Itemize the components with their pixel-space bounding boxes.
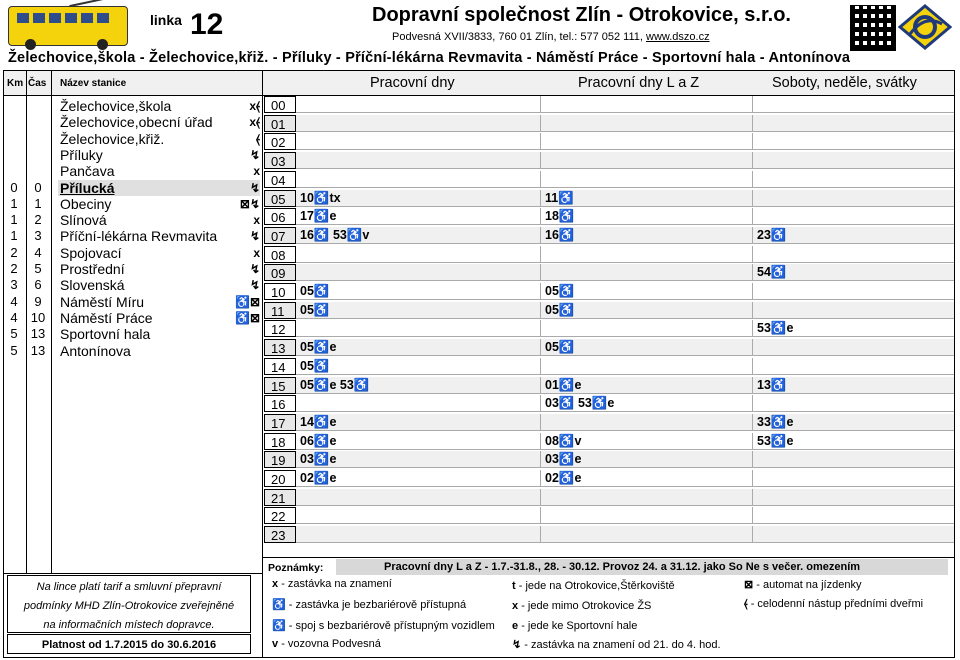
departures-workdays: 05♿ [300, 358, 330, 373]
station-time: 3 [34, 228, 42, 244]
station-symbols: ♿⊠ [235, 310, 260, 325]
station-symbols: x [253, 213, 260, 228]
departures-weekend [752, 451, 954, 468]
hour-cell: 18 [264, 433, 296, 450]
address-text: Podvesná XVII/3833, 760 01 Zlín, tel.: 577 052 111, [392, 31, 643, 43]
station-time: 1 [34, 195, 42, 211]
legend-text: - zastávka na znamení od 21. do 4. hod. [524, 639, 721, 651]
legend-text: - vozovna Podvesná [281, 638, 381, 650]
station-km: 4 [10, 293, 18, 309]
departures-workdays [296, 115, 540, 132]
hour-cell: 08 [264, 246, 296, 263]
station-symbols: ↯ [249, 262, 260, 276]
legend-item [744, 598, 923, 611]
company-logo-icon [898, 4, 952, 50]
departures-workdays: 05♿e [300, 340, 337, 355]
hour-cell: 12 [264, 320, 296, 337]
station-name: Spojovací [60, 244, 122, 261]
legend-item [744, 578, 861, 591]
departures-workdays [296, 320, 540, 337]
tariff-note [7, 575, 251, 633]
hour-cell: 19 [264, 451, 296, 468]
departures-weekend [752, 507, 954, 524]
departure-row [296, 190, 954, 207]
station-name: Želechovice,křiž. [60, 130, 165, 147]
hour-cell: 03 [264, 152, 296, 169]
station-name: Příluky [60, 146, 103, 163]
legend-symbol: ♿ [272, 620, 286, 632]
departures-weekend [752, 302, 954, 319]
departures-workdays: 17♿e [300, 209, 337, 224]
departures-workdays [296, 395, 540, 412]
station-symbols: x⦑ [249, 115, 260, 130]
departures-workdays [296, 96, 540, 113]
hour-cell: 05 [264, 190, 296, 207]
tariff-line: na informačních místech dopravce. [43, 619, 215, 631]
hour-cell: 20 [264, 470, 296, 487]
legend-text: - jede ke Sportovní hale [521, 620, 638, 632]
station-km: 1 [10, 212, 18, 228]
legend-item [272, 619, 495, 632]
departures-workdays-lz [540, 358, 752, 375]
departures-workdays-lz: 08♿v [540, 433, 752, 450]
col-station-header: Název stanice [60, 78, 127, 89]
station-symbols: ♿⊠ [235, 294, 260, 309]
departures-workdays-lz: 03♿ 53♿e [540, 395, 752, 412]
legend-text: - zastávka na znamení [281, 578, 392, 590]
departures-workdays: 05♿ [300, 284, 330, 298]
departures-workdays [296, 133, 540, 150]
departures-workdays-lz [540, 96, 752, 113]
hour-cell: 13 [264, 339, 296, 356]
legend-item [272, 638, 381, 650]
station-time: 13 [30, 342, 46, 358]
trolleybus-icon [8, 6, 128, 46]
hour-cell: 23 [264, 526, 296, 543]
departures-weekend [752, 96, 954, 113]
station-time: 6 [34, 277, 42, 293]
legend-symbol: e [512, 620, 519, 632]
legend-item [512, 600, 651, 612]
departures-weekend: 53♿e [752, 433, 954, 450]
departures-workdays-lz [540, 171, 752, 188]
col-workdays-lz-header: Pracovní dny L a Z [578, 75, 700, 91]
col-time-header: Čas [28, 78, 47, 89]
hour-cell: 16 [264, 395, 296, 412]
tariff-line: Na lince platí tarif a smluvní přepravní [36, 581, 222, 593]
station-km: 5 [10, 342, 18, 358]
station-time: 5 [34, 261, 42, 276]
validity-period: Platnost od 1.7.2015 do 30.6.2016 [7, 634, 251, 654]
legend-text: - celodenní nástup předními dveřmi [750, 598, 924, 610]
station-symbols: x⦑ [249, 99, 260, 113]
departure-row [296, 320, 954, 337]
departures-workdays [296, 507, 540, 524]
col-weekend-header: Soboty, neděle, svátky [772, 75, 917, 91]
departures-workdays-lz [540, 152, 752, 169]
station-symbols: ↯ [249, 180, 260, 195]
station-symbols: x [253, 245, 260, 260]
departures-weekend [752, 246, 954, 263]
station-name: Náměstí Míru [60, 293, 145, 310]
station-symbols: ⦑ [256, 131, 260, 146]
station-km: 5 [10, 326, 18, 342]
station-name: Antonínova [60, 342, 131, 359]
departures-weekend [752, 358, 954, 375]
departure-row [296, 433, 954, 450]
station-km: 2 [10, 261, 18, 276]
departures-workdays-lz: 01♿e [540, 377, 752, 394]
hour-cell: 06 [264, 208, 296, 225]
departure-row [296, 302, 954, 319]
departures-weekend: 54♿ [752, 264, 954, 281]
departures-workdays: 06♿e [300, 433, 337, 448]
departure-row [296, 489, 954, 506]
departure-row [296, 227, 954, 244]
station-time: 13 [30, 326, 46, 342]
departures-workdays: 16♿ 53♿v [300, 227, 370, 242]
departures-weekend [752, 133, 954, 150]
station-symbols: ↯ [249, 229, 260, 244]
notes-title: Poznámky: [268, 562, 324, 574]
departures-weekend [752, 339, 954, 356]
departure-row [296, 377, 954, 394]
departures-weekend: 13♿ [752, 377, 954, 394]
departure-row [296, 171, 954, 188]
website-link[interactable]: www.dszo.cz [646, 31, 710, 43]
route-description: Želechovice,škola - Želechovice,křiž. - Příluky - Příční-lékárna Revmavita - Náměstí Práce - Sportovní hala - Antonínova [8, 50, 851, 66]
hour-cell: 21 [264, 489, 296, 506]
departures-weekend [752, 283, 954, 300]
legend-symbol: x [272, 578, 279, 590]
station-name: Náměstí Práce [60, 309, 153, 326]
departures-weekend [752, 395, 954, 412]
station-symbols: ↯ [249, 147, 260, 162]
departure-row [296, 470, 954, 487]
divider [262, 557, 954, 558]
hour-cell: 14 [264, 358, 296, 375]
station-symbols: ↯ [249, 278, 260, 293]
departures-workdays: 14♿e [300, 414, 337, 429]
departures-workdays-lz [540, 115, 752, 132]
station-time: 0 [34, 179, 42, 195]
departure-row [296, 208, 954, 225]
divider [4, 573, 262, 574]
departure-row [296, 358, 954, 375]
col-km-header: Km [7, 78, 24, 89]
departures-weekend [752, 208, 954, 225]
departures-workdays-lz: 03♿e [540, 451, 752, 468]
operation-note: Pracovní dny L a Z - 1.7.-31.8., 28. - 30.12. Provoz 24. a 31.12. jako So Ne s večer. omezením [336, 559, 948, 575]
departure-row [296, 339, 954, 356]
departures-workdays: 10♿tx [300, 190, 341, 205]
hour-cell: 15 [264, 377, 296, 394]
departures-weekend [752, 489, 954, 506]
departure-row [296, 451, 954, 468]
departures-weekend: 23♿ [752, 227, 954, 244]
departures-weekend [752, 115, 954, 132]
departure-row [296, 133, 954, 150]
station-name: Obeciny [60, 195, 112, 212]
departures-workdays-lz: 02♿e [540, 470, 752, 487]
hour-cell: 17 [264, 414, 296, 431]
departure-row [296, 395, 954, 412]
legend-item [512, 620, 637, 632]
station-symbols: ⊠↯ [239, 196, 260, 211]
legend-symbol: x [512, 600, 519, 612]
departures-workdays [296, 489, 540, 506]
departures-workdays: 05♿e 53♿ [300, 377, 370, 392]
col-workdays-header: Pracovní dny [370, 75, 455, 91]
departures-weekend [752, 526, 954, 543]
legend-symbol: ⊠ [744, 579, 754, 591]
station-name: Želechovice,škola [60, 98, 172, 114]
station-time: 4 [34, 244, 42, 260]
departure-row [296, 246, 954, 263]
station-name: Pančava [60, 163, 115, 180]
legend-text: - automat na jízdenky [756, 579, 862, 591]
legend-item [512, 580, 675, 592]
hour-cell: 22 [264, 507, 296, 524]
divider [26, 71, 27, 573]
hour-cell: 00 [264, 96, 296, 113]
departures-workdays [296, 246, 540, 263]
departures-workdays: 02♿e [300, 471, 337, 485]
legend-symbol: ↯ [512, 639, 522, 651]
divider [262, 71, 263, 658]
line-number: 12 [190, 8, 224, 41]
station-symbols: x [253, 164, 260, 179]
departures-workdays-lz: 05♿ [540, 339, 752, 356]
departures-workdays-lz [540, 264, 752, 281]
departures-weekend: 53♿e [752, 320, 954, 337]
station-name: Prostřední [60, 261, 125, 277]
departures-workdays [296, 171, 540, 188]
legend-item [272, 578, 392, 590]
station-km: 3 [10, 277, 18, 293]
departure-row [296, 115, 954, 132]
station-km: 4 [10, 309, 18, 325]
legend-symbol: t [512, 580, 516, 592]
departure-row [296, 526, 954, 543]
departure-row [296, 507, 954, 524]
divider [51, 71, 52, 573]
station-km: 1 [10, 228, 18, 244]
legend-item [512, 638, 721, 651]
departure-row [296, 264, 954, 281]
legend-symbol: ♿ [272, 599, 286, 611]
station-name: Želechovice,obecní úřad [60, 114, 213, 131]
departures-workdays-lz [540, 320, 752, 337]
hour-cell: 10 [264, 283, 296, 300]
legend-text: - jede na Otrokovice,Štěrkoviště [518, 580, 675, 592]
legend-text: - zastávka je bezbariérově přístupná [288, 599, 467, 611]
company-name: Dopravní společnost Zlín - Otrokovice, s.r.o. [372, 4, 791, 26]
departure-row [296, 152, 954, 169]
departures-workdays-lz: 05♿ [540, 283, 752, 300]
station-name: Příční-lékárna Revmavita [60, 228, 218, 245]
legend-item [272, 598, 466, 611]
station-name: Přílucká [58, 180, 260, 196]
departures-weekend [752, 152, 954, 169]
departures-workdays-lz: 18♿ [540, 208, 752, 225]
departures-workdays-lz: 11♿ [540, 190, 752, 207]
hour-cell: 02 [264, 133, 296, 150]
tariff-line: podmínky MHD Zlín-Otrokovice zveřejněné [23, 600, 235, 612]
departures-weekend [752, 470, 954, 487]
departures-workdays-lz [540, 414, 752, 431]
departures-workdays-lz [540, 133, 752, 150]
departure-row [296, 96, 954, 113]
departures-weekend: 33♿e [752, 414, 954, 431]
departures-workdays: 05♿ [300, 302, 330, 317]
hour-cell: 07 [264, 227, 296, 244]
departures-workdays-lz [540, 526, 752, 543]
departures-workdays-lz [540, 507, 752, 524]
station-time: 10 [30, 309, 46, 325]
departures-workdays-lz [540, 246, 752, 263]
line-label: linka [150, 12, 182, 28]
station-km: 1 [10, 195, 18, 211]
hour-cell: 01 [264, 115, 296, 132]
station-name: Sportovní hala [60, 326, 151, 343]
departures-workdays-lz: 16♿ [540, 227, 752, 244]
departures-workdays-lz [540, 489, 752, 506]
departures-workdays [296, 264, 540, 281]
legend-symbol: ⦑ [744, 598, 748, 610]
departures-workdays [296, 152, 540, 169]
departures-weekend [752, 190, 954, 207]
qr-code-icon [850, 5, 896, 51]
legend-symbol: v [272, 638, 279, 650]
departures-workdays [296, 526, 540, 543]
departure-row [296, 414, 954, 431]
departures-weekend [752, 171, 954, 188]
departure-row [296, 283, 954, 300]
legend-text: - spoj s bezbariérově přístupným vozidlem [288, 620, 495, 632]
hour-cell: 04 [264, 171, 296, 188]
hour-cell: 09 [264, 264, 296, 281]
hour-cell: 11 [264, 302, 296, 319]
station-time: 9 [34, 293, 42, 309]
departures-workdays-lz: 05♿ [540, 302, 752, 319]
station-name: Slovenská [60, 277, 125, 294]
station-km: 2 [10, 244, 18, 260]
departures-workdays: 03♿e [300, 452, 337, 467]
company-address [392, 31, 710, 43]
legend-text: - jede mimo Otrokovice ŽS [521, 600, 652, 612]
station-name: Slínová [60, 212, 107, 229]
station-time: 2 [34, 212, 42, 228]
station-km: 0 [10, 179, 18, 195]
